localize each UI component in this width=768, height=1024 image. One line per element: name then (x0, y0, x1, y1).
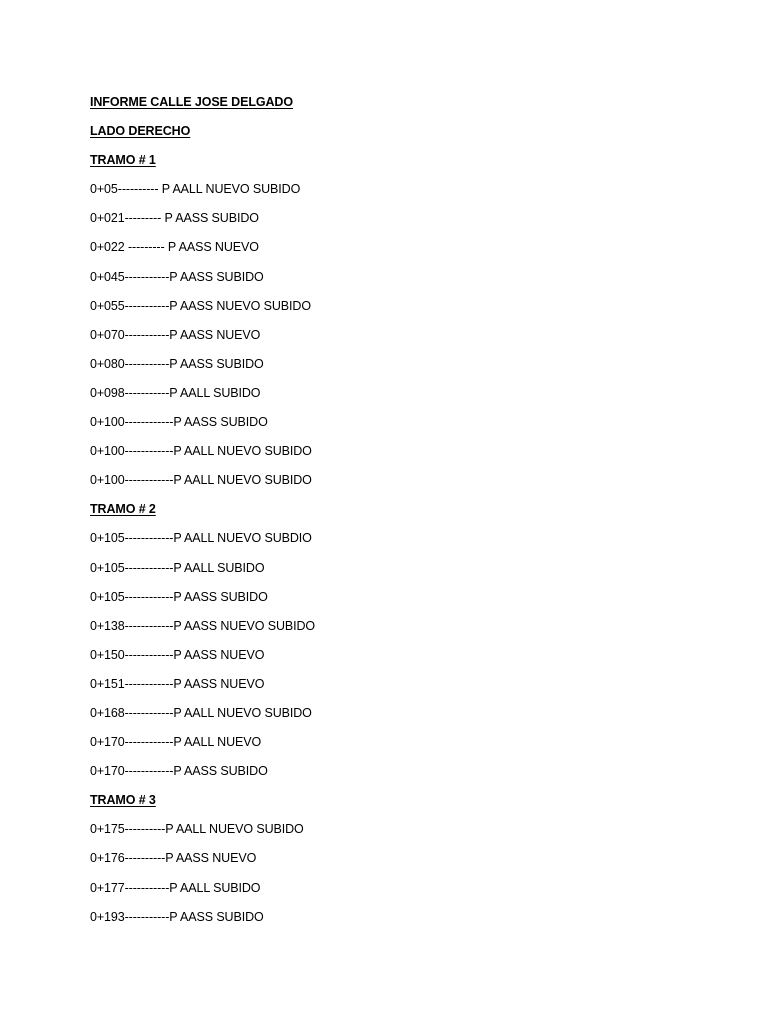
entry-line: 0+170------------P AALL NUEVO (90, 735, 262, 750)
entry-line: 0+170------------P AASS SUBIDO (90, 764, 268, 779)
entry-line: 0+055-----------P AASS NUEVO SUBIDO (90, 298, 311, 313)
entry-line: 0+100------------P AASS SUBIDO (90, 415, 268, 430)
entry-line: 0+176----------P AASS NUEVO (90, 851, 257, 866)
entry-line: 0+045-----------P AASS SUBIDO (90, 269, 264, 284)
section-heading: TRAMO # 1 (90, 153, 156, 168)
entry-line: 0+105------------P AALL SUBIDO (90, 560, 265, 575)
entry-line: 0+098-----------P AALL SUBIDO (90, 385, 261, 400)
document-page (90, 93, 730, 937)
entry-line: 0+138------------P AASS NUEVO SUBIDO (90, 618, 316, 633)
section-tramo-1 (90, 151, 730, 500)
side-heading: LADO DERECHO (90, 124, 191, 139)
entry-line: 0+151------------P AASS NUEVO (90, 676, 265, 691)
entry-line: 0+022 --------- P AASS NUEVO (90, 240, 259, 255)
entry-line: 0+080-----------P AASS SUBIDO (90, 356, 264, 371)
entry-line: 0+105------------P AALL NUEVO SUBDIO (90, 531, 312, 546)
entry-line: 0+150------------P AASS NUEVO (90, 647, 265, 662)
entry-line: 0+105------------P AASS SUBIDO (90, 589, 268, 604)
entry-line: 0+175----------P AALL NUEVO SUBIDO (90, 822, 304, 837)
entry-line: 0+021--------- P AASS SUBIDO (90, 211, 259, 226)
entry-line: 0+100------------P AALL NUEVO SUBIDO (90, 444, 312, 459)
section-tramo-3 (90, 791, 730, 936)
section-tramo-2 (90, 500, 730, 791)
document-title: INFORME CALLE JOSE DELGADO (90, 95, 293, 109)
entry-line: 0+168------------P AALL NUEVO SUBIDO (90, 705, 312, 720)
entry-line: 0+100------------P AALL NUEVO SUBIDO (90, 473, 312, 488)
entry-line: 0+05---------- P AALL NUEVO SUBIDO (90, 182, 301, 197)
section-heading: TRAMO # 2 (90, 502, 156, 517)
section-heading: TRAMO # 3 (90, 793, 156, 808)
entry-line: 0+193-----------P AASS SUBIDO (90, 909, 264, 924)
entry-line: 0+177-----------P AALL SUBIDO (90, 880, 261, 895)
entry-line: 0+070-----------P AASS NUEVO (90, 327, 261, 342)
